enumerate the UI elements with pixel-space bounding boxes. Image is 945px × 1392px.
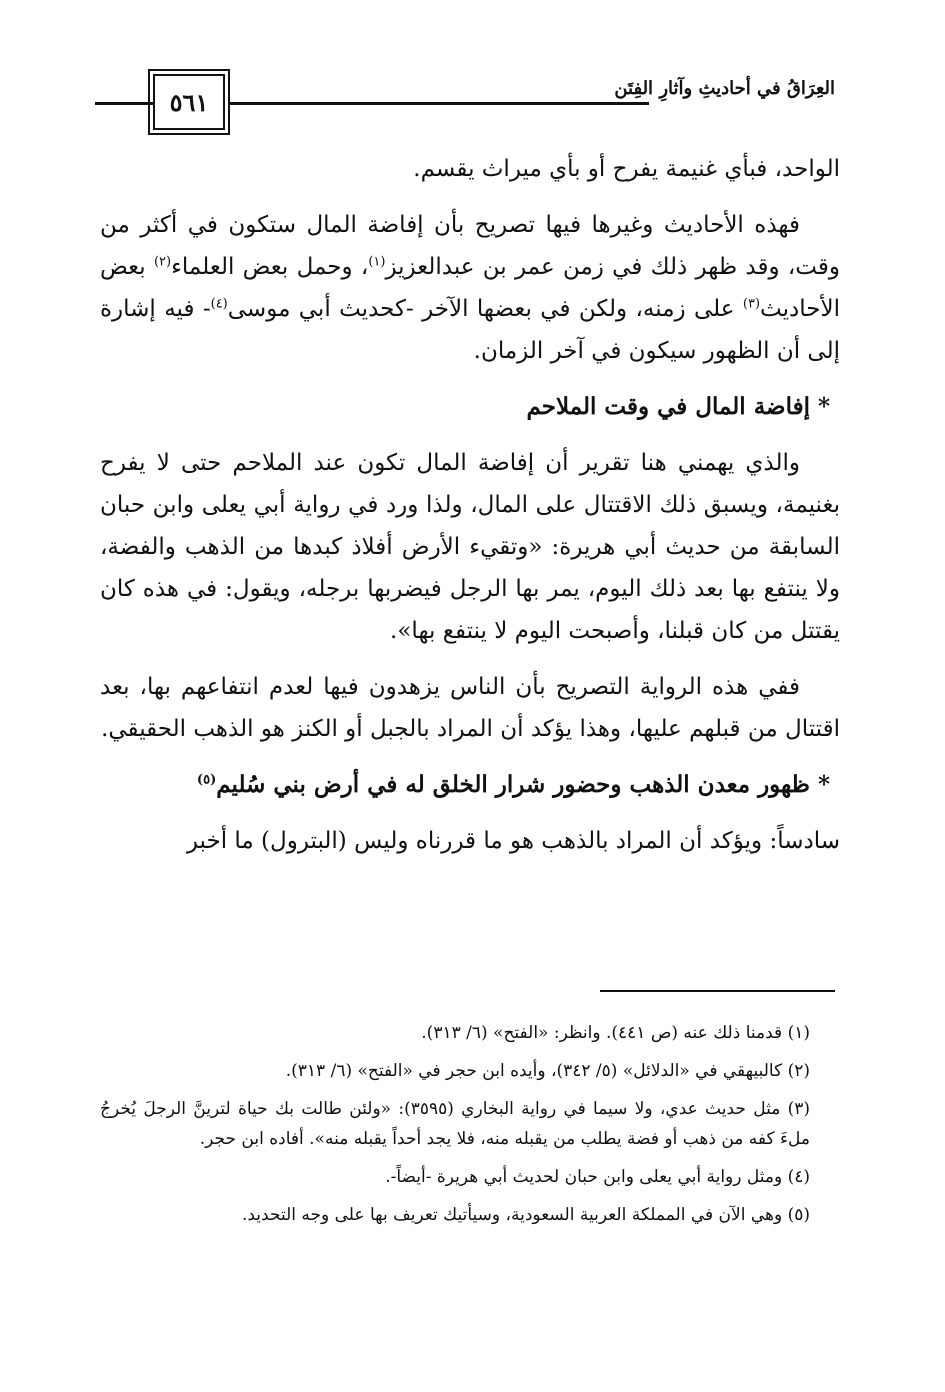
section-heading-1: * إفاضة المال في وقت الملاحم bbox=[526, 393, 830, 420]
main-text bbox=[100, 148, 840, 876]
footnote-ref-4: (٤) bbox=[210, 296, 228, 312]
footnotes bbox=[100, 1018, 840, 1238]
footnote-1: (١) قدمنا ذلك عنه (ص ٤٤١). وانظر: «الفتح» (٦/ ٣١٣). bbox=[421, 1023, 810, 1043]
footnote-ref-2: (٢) bbox=[153, 254, 172, 270]
footnote-ref-1: (١) bbox=[368, 254, 386, 270]
p1-text-e: - فيه إشارة إلى أن الظهور سيكون في آخر الزمان. bbox=[100, 296, 840, 364]
p1-text-a: فهذه الأحاديث وغيرها فيها تصريح بأن إفاضة المال ستكون في أكثر من وقت، وقد ظهر ذلك في زمن عمر بن عبدالعزيز bbox=[100, 212, 840, 280]
paragraph-2: والذي يهمني هنا تقرير أن إفاضة المال تكون عند الملاحم حتى لا يفرح بغنيمة، ويسبق ذلك الاقتتال على المال، ولذا ورد في رواية أبي يعلى وابن حبان السابقة من حديث أبي هريرة: «وتقيء الأرض أفلاذ كبدها من الذهب والفضة، ولا ينتفع بها بعد ذلك اليوم، يمر بها الرجل فيضربها برجله، ويقول: في هذه كان يقتتل من كان قبلنا، وأصبحت اليوم لا ينتفع بها». bbox=[100, 450, 840, 644]
p1-text-d: على زمنه، ولكن في بعضها الآخر -كحديث أبي موسى bbox=[227, 296, 743, 322]
page-header bbox=[95, 60, 835, 140]
page-number: ٥٦١ bbox=[153, 74, 225, 130]
header-rule-middle bbox=[229, 102, 649, 105]
paragraph-4: سادساً: ويؤكد أن المراد بالذهب هو ما قررناه وليس (البترول) ما أخبر bbox=[186, 828, 840, 854]
footnote-3: (٣) مثل حديث عدي، ولا سيما في رواية البخاري (٣٥٩٥): «ولئن طالت بك حياة لترينَّ الرجلَ يُخرجُ ملءَ كفه من ذهب أو فضة يطلب من يقبله منه، فلا يجد أحداً يقبله منه». أفاده ابن حجر. bbox=[100, 1099, 811, 1149]
footnote-2: (٢) كالبيهقي في «الدلائل» (٥/ ٣٤٢)، وأيده ابن حجر في «الفتح» (٦/ ٣١٣). bbox=[285, 1061, 810, 1081]
p1-text-c: بعض الأحاديث bbox=[100, 254, 840, 322]
book-title: العِرَاقُ في أحاديثِ وآثارِ الفِتَن bbox=[614, 78, 835, 99]
footnote-divider bbox=[600, 990, 835, 992]
footnote-4: (٤) ومثل رواية أبي يعلى وابن حبان لحديث أبي هريرة -أيضاً-. bbox=[385, 1167, 810, 1187]
p1-text-b: ، وحمل بعض العلماء bbox=[171, 254, 369, 280]
paragraph-1 bbox=[100, 204, 840, 372]
heading-2-text: * ظهور معدن الذهب وحضور شرار الخلق له في أرض بني سُليم bbox=[216, 771, 830, 798]
footnote-ref-3: (٣) bbox=[742, 296, 761, 312]
section-heading-2 bbox=[100, 764, 840, 806]
paragraph-continuation: الواحد، فبأي غنيمة يفرح أو بأي ميراث يقسم. bbox=[413, 156, 840, 182]
footnote-5: (٥) وهي الآن في المملكة العربية السعودية، وسيأتيك تعريف بها على وجه التحديد. bbox=[241, 1205, 810, 1225]
footnote-ref-5: (٥) bbox=[196, 772, 217, 788]
paragraph-3: ففي هذه الرواية التصريح بأن الناس يزهدون فيها لعدم انتفاعهم بها، بعد اقتتال من قبلهم عليها، وهذا يؤكد أن المراد بالجبل أو الكنز هو الذهب الحقيقي. bbox=[100, 674, 840, 742]
header-rule-left bbox=[95, 102, 155, 105]
